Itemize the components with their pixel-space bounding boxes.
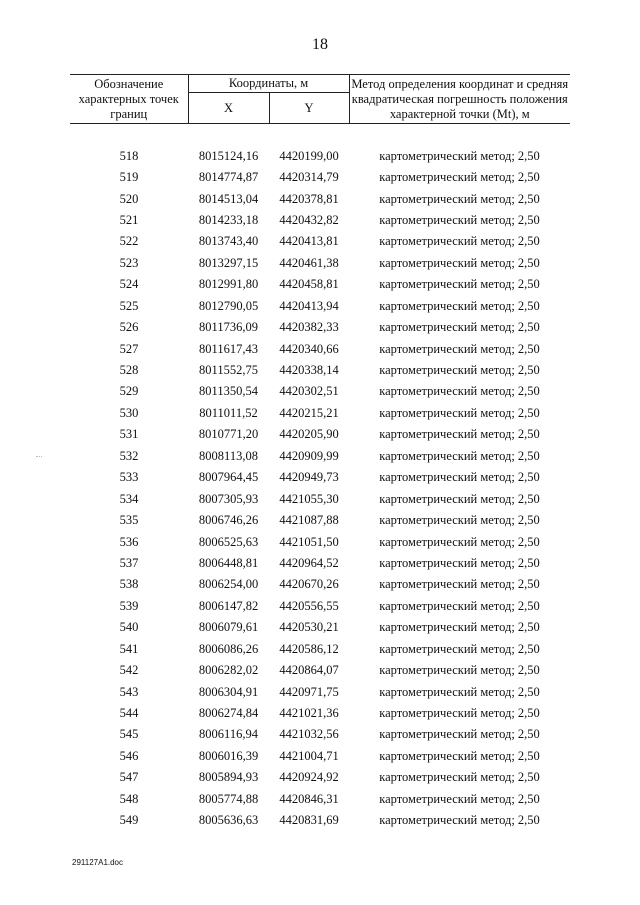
method-cell: картометрический метод; 2,50: [379, 405, 540, 420]
coordinate-x: 8006525,63: [198, 534, 259, 549]
coordinate-y: 4420864,07: [279, 663, 339, 678]
point-number: 518: [119, 148, 139, 163]
method-cell: картометрический метод; 2,50: [379, 534, 540, 549]
point-number: 533: [119, 470, 139, 485]
document-code: 291127A1.doc: [72, 858, 124, 867]
point-number: 528: [119, 363, 139, 378]
coordinate-x: 8011552,75: [199, 363, 258, 378]
coordinate-y: 4420378,81: [279, 191, 339, 206]
point-number: 520: [119, 191, 139, 206]
table-body: [70, 124, 570, 832]
coordinate-y: 4420338,14: [279, 363, 339, 378]
point-number: 547: [119, 770, 139, 785]
point-number: 540: [119, 620, 139, 635]
point-number: 519: [119, 170, 139, 185]
coordinate-x: 8011736,09: [199, 320, 258, 335]
table-row: [70, 596, 570, 617]
coordinate-y: 4420340,66: [279, 341, 339, 356]
header-coordinates: Координаты, м: [188, 75, 349, 93]
table-row: [70, 639, 570, 660]
point-number: 530: [119, 405, 139, 420]
coordinate-x: 8007305,93: [198, 491, 259, 506]
table-row: [70, 767, 570, 788]
header-spacer: [70, 124, 570, 146]
table-row: [70, 167, 570, 188]
point-number: 531: [119, 427, 139, 442]
coordinate-y: 4420846,31: [279, 791, 339, 806]
coordinate-x: 8006746,26: [198, 513, 259, 528]
table-row: [70, 360, 570, 381]
point-number: 546: [119, 748, 139, 763]
coordinate-x: 8005636,63: [198, 813, 259, 828]
coordinate-y: 4421087,88: [279, 513, 339, 528]
coordinate-x: 8006116,94: [199, 727, 258, 742]
coordinate-x: 8015124,16: [198, 148, 259, 163]
coordinate-x: 8014513,04: [198, 191, 259, 206]
coordinates-table-container: [70, 74, 570, 831]
coordinate-y: 4420461,38: [279, 255, 339, 270]
method-cell: картометрический метод; 2,50: [379, 598, 540, 613]
method-cell: картометрический метод; 2,50: [379, 170, 540, 185]
table-row: [70, 531, 570, 552]
method-cell: картометрический метод; 2,50: [379, 191, 540, 206]
coordinate-y: 4420413,81: [279, 234, 339, 249]
table-row: [70, 274, 570, 295]
coordinate-x: 8013743,40: [198, 234, 259, 249]
table-row: [70, 724, 570, 745]
coordinate-x: 8005774,88: [198, 791, 259, 806]
point-number: 549: [119, 813, 139, 828]
point-number: 532: [119, 448, 139, 463]
table-row: [70, 145, 570, 166]
table-row: [70, 317, 570, 338]
method-cell: картометрический метод; 2,50: [379, 641, 540, 656]
coordinate-y: 4420831,69: [279, 813, 339, 828]
point-number: 539: [119, 598, 139, 613]
table-row: [70, 446, 570, 467]
method-cell: картометрический метод; 2,50: [379, 684, 540, 699]
coordinate-y: 4421021,36: [279, 706, 339, 721]
point-number: 536: [119, 534, 139, 549]
header-method: Метод определения координат и средняя квадратическая погрешность положения характерной точки (Mt), м: [349, 75, 570, 124]
coordinate-x: 8008113,08: [199, 448, 258, 463]
point-number: 534: [119, 491, 139, 506]
method-cell: картометрический метод; 2,50: [379, 813, 540, 828]
table-row: [70, 810, 570, 831]
coordinate-x: 8007964,45: [198, 470, 259, 485]
coordinate-y: 4420924,92: [279, 770, 339, 785]
point-number: 525: [119, 298, 139, 313]
header-x: X: [188, 93, 269, 124]
method-cell: картометрический метод; 2,50: [379, 470, 540, 485]
method-cell: картометрический метод; 2,50: [379, 727, 540, 742]
coordinate-y: 4420556,55: [279, 598, 339, 613]
method-cell: картометрический метод; 2,50: [379, 234, 540, 249]
table-row: [70, 617, 570, 638]
point-number: 527: [119, 341, 139, 356]
coordinate-x: 8006016,39: [198, 748, 259, 763]
table-row: [70, 574, 570, 595]
coordinate-y: 4420949,73: [279, 470, 339, 485]
method-cell: картометрический метод; 2,50: [379, 384, 540, 399]
coordinate-y: 4420586,12: [279, 641, 339, 656]
point-number: 544: [119, 706, 139, 721]
table-row: [70, 746, 570, 767]
table-row: [70, 253, 570, 274]
method-cell: картометрический метод; 2,50: [379, 427, 540, 442]
coordinate-y: 4420964,52: [279, 555, 339, 570]
coordinate-x: 8011617,43: [199, 341, 258, 356]
method-cell: картометрический метод; 2,50: [379, 255, 540, 270]
header-designation: Обозначение характерных точек границ: [70, 75, 188, 124]
table-row: [70, 488, 570, 509]
coordinate-y: 4421051,50: [279, 534, 339, 549]
table-row: [70, 703, 570, 724]
table-row: [70, 403, 570, 424]
method-cell: картометрический метод; 2,50: [379, 663, 540, 678]
method-cell: картометрический метод; 2,50: [379, 577, 540, 592]
margin-mark: [36, 456, 42, 457]
coordinate-y: 4420909,99: [279, 448, 339, 463]
method-cell: картометрический метод; 2,50: [379, 620, 540, 635]
coordinate-y: 4420971,75: [279, 684, 339, 699]
table-row: [70, 681, 570, 702]
header-y: Y: [269, 93, 349, 124]
coordinate-x: 8011011,52: [199, 405, 258, 420]
coordinate-y: 4420432,82: [279, 212, 339, 227]
coordinate-y: 4420215,21: [279, 405, 339, 420]
method-cell: картометрический метод; 2,50: [379, 298, 540, 313]
coordinate-y: 4421055,30: [279, 491, 339, 506]
coordinate-x: 8014233,18: [198, 212, 259, 227]
method-cell: картометрический метод; 2,50: [379, 212, 540, 227]
coordinate-x: 8006274,84: [198, 706, 259, 721]
coordinates-table: [70, 74, 570, 831]
point-number: 545: [119, 727, 139, 742]
point-number: 521: [119, 212, 139, 227]
method-cell: картометрический метод; 2,50: [379, 148, 540, 163]
method-cell: картометрический метод; 2,50: [379, 277, 540, 292]
point-number: 541: [119, 641, 139, 656]
table-row: [70, 424, 570, 445]
coordinate-y: 4420302,51: [279, 384, 339, 399]
coordinate-x: 8014774,87: [198, 170, 259, 185]
coordinate-y: 4420530,21: [279, 620, 339, 635]
table-row: [70, 553, 570, 574]
coordinate-y: 4420199,00: [279, 148, 339, 163]
point-number: 548: [119, 791, 139, 806]
coordinate-y: 4420670,26: [279, 577, 339, 592]
point-number: 543: [119, 684, 139, 699]
point-number: 526: [119, 320, 139, 335]
table-row: [70, 789, 570, 810]
page-number: 18: [312, 36, 328, 53]
point-number: 529: [119, 384, 139, 399]
coordinate-y: 4420314,79: [279, 170, 339, 185]
table-row: [70, 660, 570, 681]
coordinate-y: 4421004,71: [279, 748, 339, 763]
table-row: [70, 210, 570, 231]
coordinate-x: 8006086,26: [198, 641, 259, 656]
point-number: 537: [119, 555, 139, 570]
point-number: 542: [119, 663, 139, 678]
method-cell: картометрический метод; 2,50: [379, 341, 540, 356]
method-cell: картометрический метод; 2,50: [379, 748, 540, 763]
coordinate-y: 4420413,94: [279, 298, 339, 313]
method-cell: картометрический метод; 2,50: [379, 491, 540, 506]
coordinate-x: 8006254,00: [198, 577, 259, 592]
point-number: 538: [119, 577, 139, 592]
point-number: 522: [119, 234, 139, 249]
coordinate-x: 8013297,15: [198, 255, 259, 270]
table-row: [70, 510, 570, 531]
coordinate-x: 8011350,54: [199, 384, 258, 399]
coordinate-x: 8012790,05: [198, 298, 259, 313]
coordinate-x: 8010771,20: [198, 427, 259, 442]
coordinate-x: 8006448,81: [198, 555, 259, 570]
coordinate-y: 4420382,33: [279, 320, 339, 335]
table-row: [70, 231, 570, 252]
coordinate-y: 4421032,56: [279, 727, 339, 742]
method-cell: картометрический метод; 2,50: [379, 363, 540, 378]
table-row: [70, 381, 570, 402]
coordinate-y: 4420205,90: [279, 427, 339, 442]
table-row: [70, 467, 570, 488]
method-cell: картометрический метод; 2,50: [379, 320, 540, 335]
method-cell: картометрический метод; 2,50: [379, 706, 540, 721]
method-cell: картометрический метод; 2,50: [379, 513, 540, 528]
method-cell: картометрический метод; 2,50: [379, 448, 540, 463]
coordinate-x: 8006079,61: [198, 620, 259, 635]
coordinate-x: 8006147,82: [198, 598, 259, 613]
coordinate-x: 8006304,91: [198, 684, 259, 699]
point-number: 523: [119, 255, 139, 270]
method-cell: картометрический метод; 2,50: [379, 770, 540, 785]
coordinate-x: 8012991,80: [198, 277, 259, 292]
point-number: 524: [119, 277, 139, 292]
point-number: 535: [119, 513, 139, 528]
coordinate-x: 8005894,93: [198, 770, 259, 785]
table-row: [70, 296, 570, 317]
table-row: [70, 188, 570, 209]
table-row: [70, 338, 570, 359]
method-cell: картометрический метод; 2,50: [379, 555, 540, 570]
coordinate-y: 4420458,81: [279, 277, 339, 292]
coordinate-x: 8006282,02: [198, 663, 259, 678]
method-cell: картометрический метод; 2,50: [379, 791, 540, 806]
